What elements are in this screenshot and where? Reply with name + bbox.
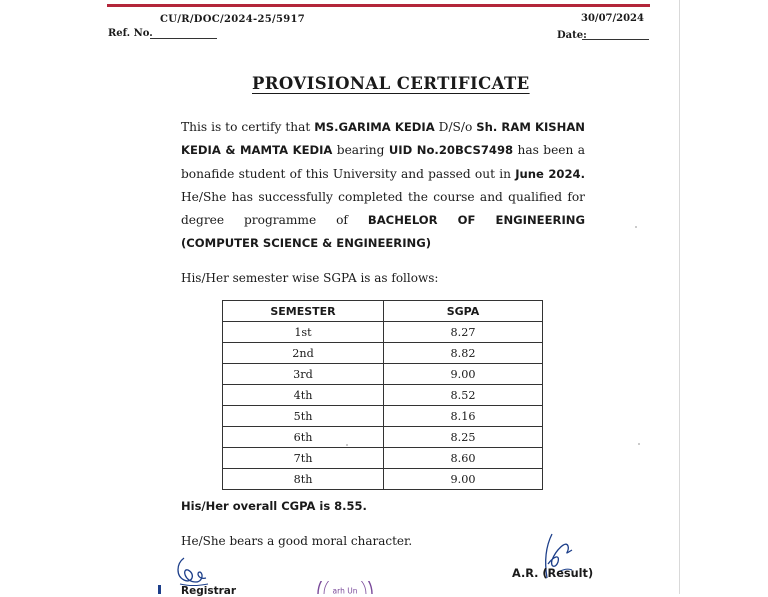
sgpa-cell: 8.25 <box>384 427 543 448</box>
table-row <box>223 343 543 364</box>
speck <box>638 443 640 445</box>
issue-date: 30/07/2024 <box>581 13 644 24</box>
table-row <box>223 385 543 406</box>
registrar-signatory: Registrar <box>181 585 237 597</box>
certificate-title: PROVISIONAL CERTIFICATE <box>252 74 530 93</box>
semester-cell: 4th <box>223 385 384 406</box>
table-row <box>223 427 543 448</box>
passout-date: June 2024. <box>515 166 585 181</box>
semester-cell: 2nd <box>223 343 384 364</box>
semester-cell: 3rd <box>223 364 384 385</box>
university-seal <box>315 581 375 594</box>
parent-names: Sh. RAM KISHAN KEDIA & MAMTA KEDIA <box>181 120 585 158</box>
sgpa-cell: 8.16 <box>384 406 543 427</box>
seal-text: arh Un <box>332 586 358 594</box>
table-row <box>223 406 543 427</box>
character-statement: He/She bears a good moral character. <box>181 534 413 548</box>
degree-programme: BACHELOR OF ENGINEERING (COMPUTER SCIENCE & ENGINEERING) <box>181 213 585 251</box>
sgpa-intro: His/Her semester wise SGPA is as follows: <box>181 271 439 285</box>
sgpa-cell: 9.00 <box>384 364 543 385</box>
student-name: MS.GARIMA KEDIA <box>314 120 435 134</box>
table-header-row <box>223 301 543 322</box>
semester-cell: 5th <box>223 406 384 427</box>
semester-cell: 7th <box>223 448 384 469</box>
semester-cell: 6th <box>223 427 384 448</box>
uid-number: UID No.20BCS7498 <box>388 143 514 158</box>
ar-result-signatory: A.R. (Result) <box>512 567 594 580</box>
top-accent-rule <box>107 4 650 7</box>
sgpa-cell: 8.82 <box>384 343 543 364</box>
margin-mark <box>158 585 161 594</box>
reference-number: CU/R/DOC/2024-25/5917 <box>160 14 305 25</box>
sgpa-cell: 8.52 <box>384 385 543 406</box>
table-row <box>223 364 543 385</box>
sgpa-table <box>222 300 543 490</box>
date-underline <box>582 39 649 40</box>
sgpa-cell: 8.60 <box>384 448 543 469</box>
registrar-signature <box>174 556 210 588</box>
table-row <box>223 469 543 490</box>
sgpa-cell: 9.00 <box>384 469 543 490</box>
semester-header: SEMESTER <box>223 301 384 322</box>
page-edge <box>679 0 680 594</box>
certificate-body: This is to certify that MS.GARIMA KEDIA D/S/o Sh. RAM KISHAN KEDIA & MAMTA KEDIA bearing UID No.20BCS7498 has been a bonafide student of this University and passed out in June 2024. He/She has successfully completed the course and qualified for degree programme of BACHELOR OF ENGINEERING (COMPUTER SCIENCE & ENGINEERING) <box>181 120 586 251</box>
semester-cell: 1st <box>223 322 384 343</box>
speck <box>635 226 637 228</box>
semester-cell: 8th <box>223 469 384 490</box>
sgpa-header: SGPA <box>384 301 543 322</box>
speck <box>346 444 348 446</box>
table-row <box>223 322 543 343</box>
sgpa-cell: 8.27 <box>384 322 543 343</box>
date-label: Date: <box>557 30 587 41</box>
reference-label: Ref. No. <box>108 28 153 39</box>
cgpa-statement: His/Her overall CGPA is 8.55. <box>181 499 367 513</box>
table-row <box>223 448 543 469</box>
reference-underline <box>150 38 217 39</box>
